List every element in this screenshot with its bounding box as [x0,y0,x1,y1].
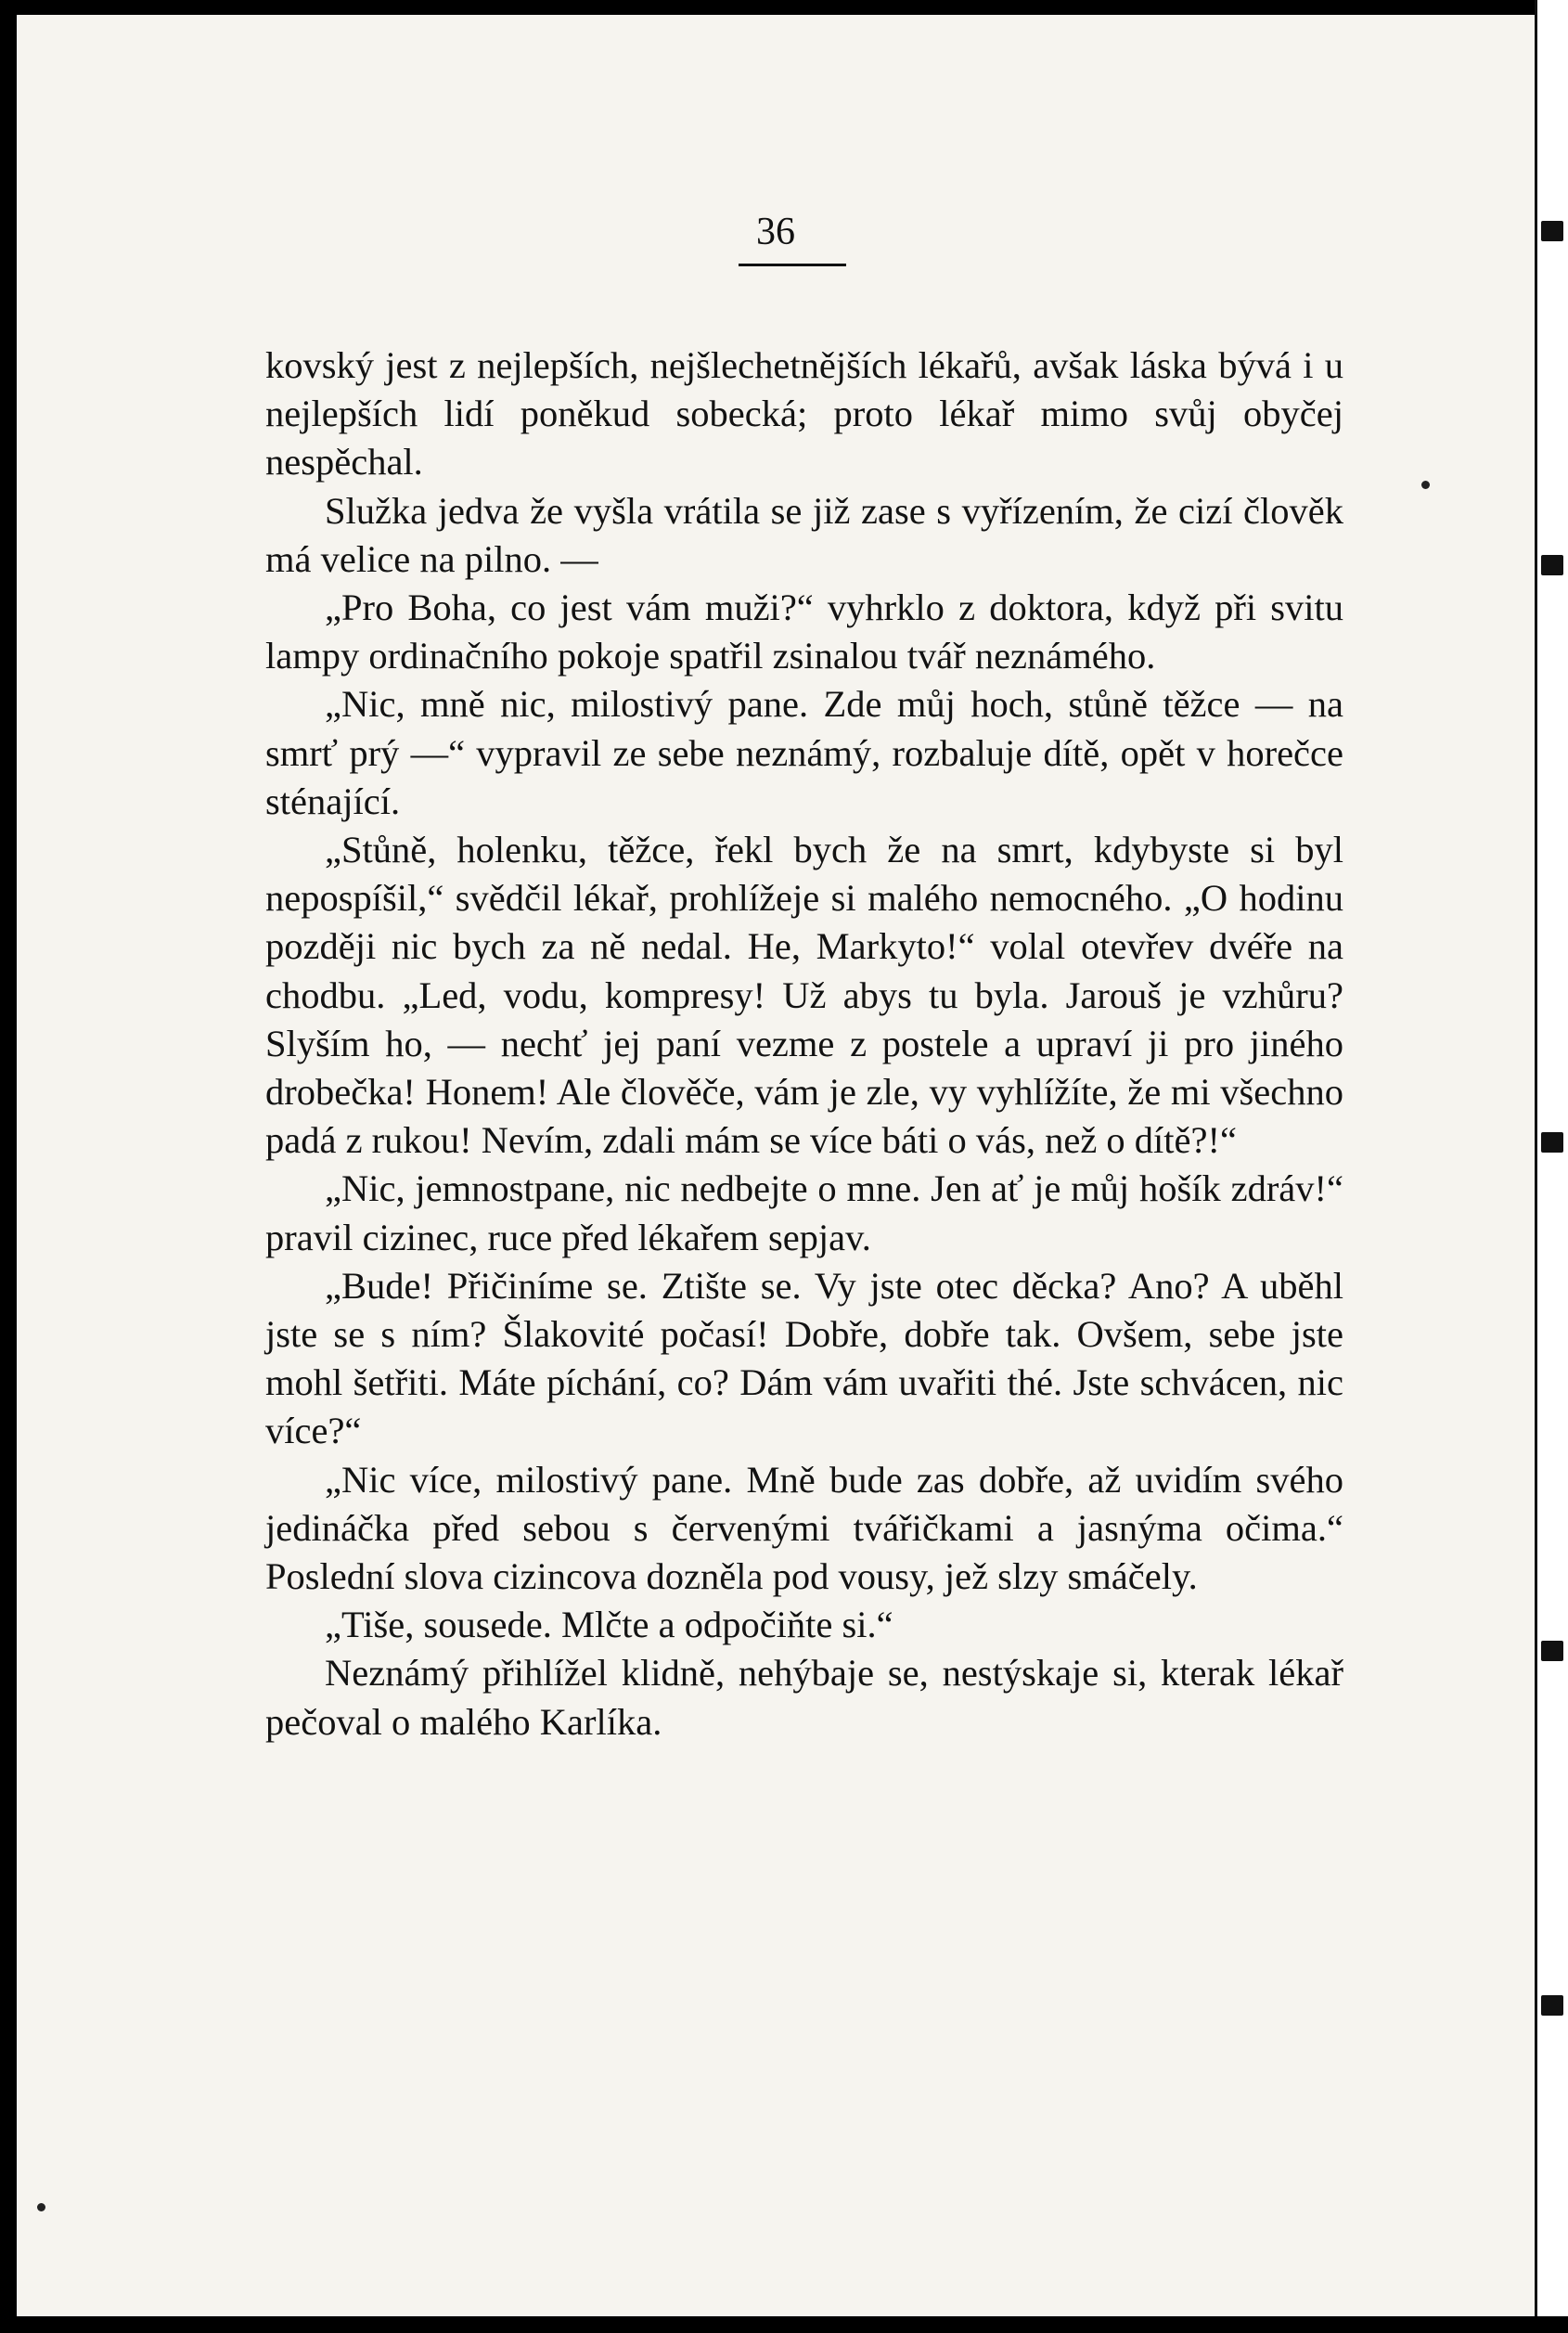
paragraph-continuation: kovský jest z nejlepších, nejšlechetnějších lékařů, avšak láska bývá i u nejlepších lidí poněkud sobecká; proto lékař mimo svůj obyčej nespěchal. [265,344,1343,483]
body-text [265,342,1343,1747]
paragraph: „Pro Boha, co jest vám muži?“ vyhrklo z doktora, když při svitu lampy ordinačního pokoje spatřil zsinalou tvář neznámého. [265,586,1343,677]
page-number: 36 [756,211,795,253]
paragraph: Služka jedva že vyšla vrátila se již zase s vyřízením, že cizí člověk má velice na pilno. — [265,489,1343,580]
paragraph: „Bude! Přičiníme se. Ztište se. Vy jste otec děcka? Ano? A uběhl jste se s ním? Šlakovité počasí! Dobře, dobře tak. Ovšem, sebe jste mohl šetřiti. Máte píchání, co? Dám vám uvařiti thé. Jste schvácen, nic více?“ [265,1264,1343,1452]
paragraph: „Stůně, holenku, těžce, řekl bych že na smrt, kdybyste si byl nepospíšil,“ svědčil lékař, prohlížeje si malého nemocného. „O hodinu později nic bych za ně nedal. He, Markyto!“ volal otevřev dvéře na chodbu. „Led, vodu, kompresy! Už abys tu byla. Jarouš je vzhůru? Slyším ho, — nechť jej paní vezme z postele a upraví ji pro jiného drobečka! Honem! Ale člověče, vám je zle, vy vyhlížíte, že mi všechno padá z rukou! Nevím, zdali mám se více báti o vás, než o dítě?!“ [265,829,1343,1162]
scan-border-bottom [0,2316,1568,2333]
edge-mark [1541,1132,1563,1153]
paragraph: „Nic, jemnostpane, nic nedbejte o mne. Jen ať je můj hošík zdráv!“ pravil cizinec, ruce před lékařem sepjav. [265,1167,1343,1258]
edge-mark [1541,1641,1563,1661]
page-number-rule [739,264,846,266]
paragraph: „Nic více, milostivý pane. Mně bude zas dobře, až uvidím svého jedináčka před sebou s červenými tvářičkami a jasnýma očima.“ Poslední slova cizincova dozněla pod vousy, jež slzy smáčely. [265,1458,1343,1598]
edge-mark [1541,1995,1563,2016]
page-edge-strip [1535,0,1568,2333]
paragraph: „Nic, mně nic, milostivý pane. Zde můj hoch, stůně těžce — na smrť prý —“ vypravil ze sebe neznámý, rozbaluje dítě, opět v horečce sténající. [265,683,1343,822]
edge-mark [1541,555,1563,575]
paper-speck [1421,481,1430,489]
edge-mark [1541,221,1563,241]
paper-speck [37,2203,45,2211]
book-page [17,15,1535,2316]
paragraph: Neznámý přihlížel klidně, nehýbaje se, nestýskaje si, kterak lékař pečoval o malého Karlíka. [265,1652,1343,1743]
paragraph: „Tiše, sousede. Mlčte a odpočiňte si.“ [325,1604,893,1646]
